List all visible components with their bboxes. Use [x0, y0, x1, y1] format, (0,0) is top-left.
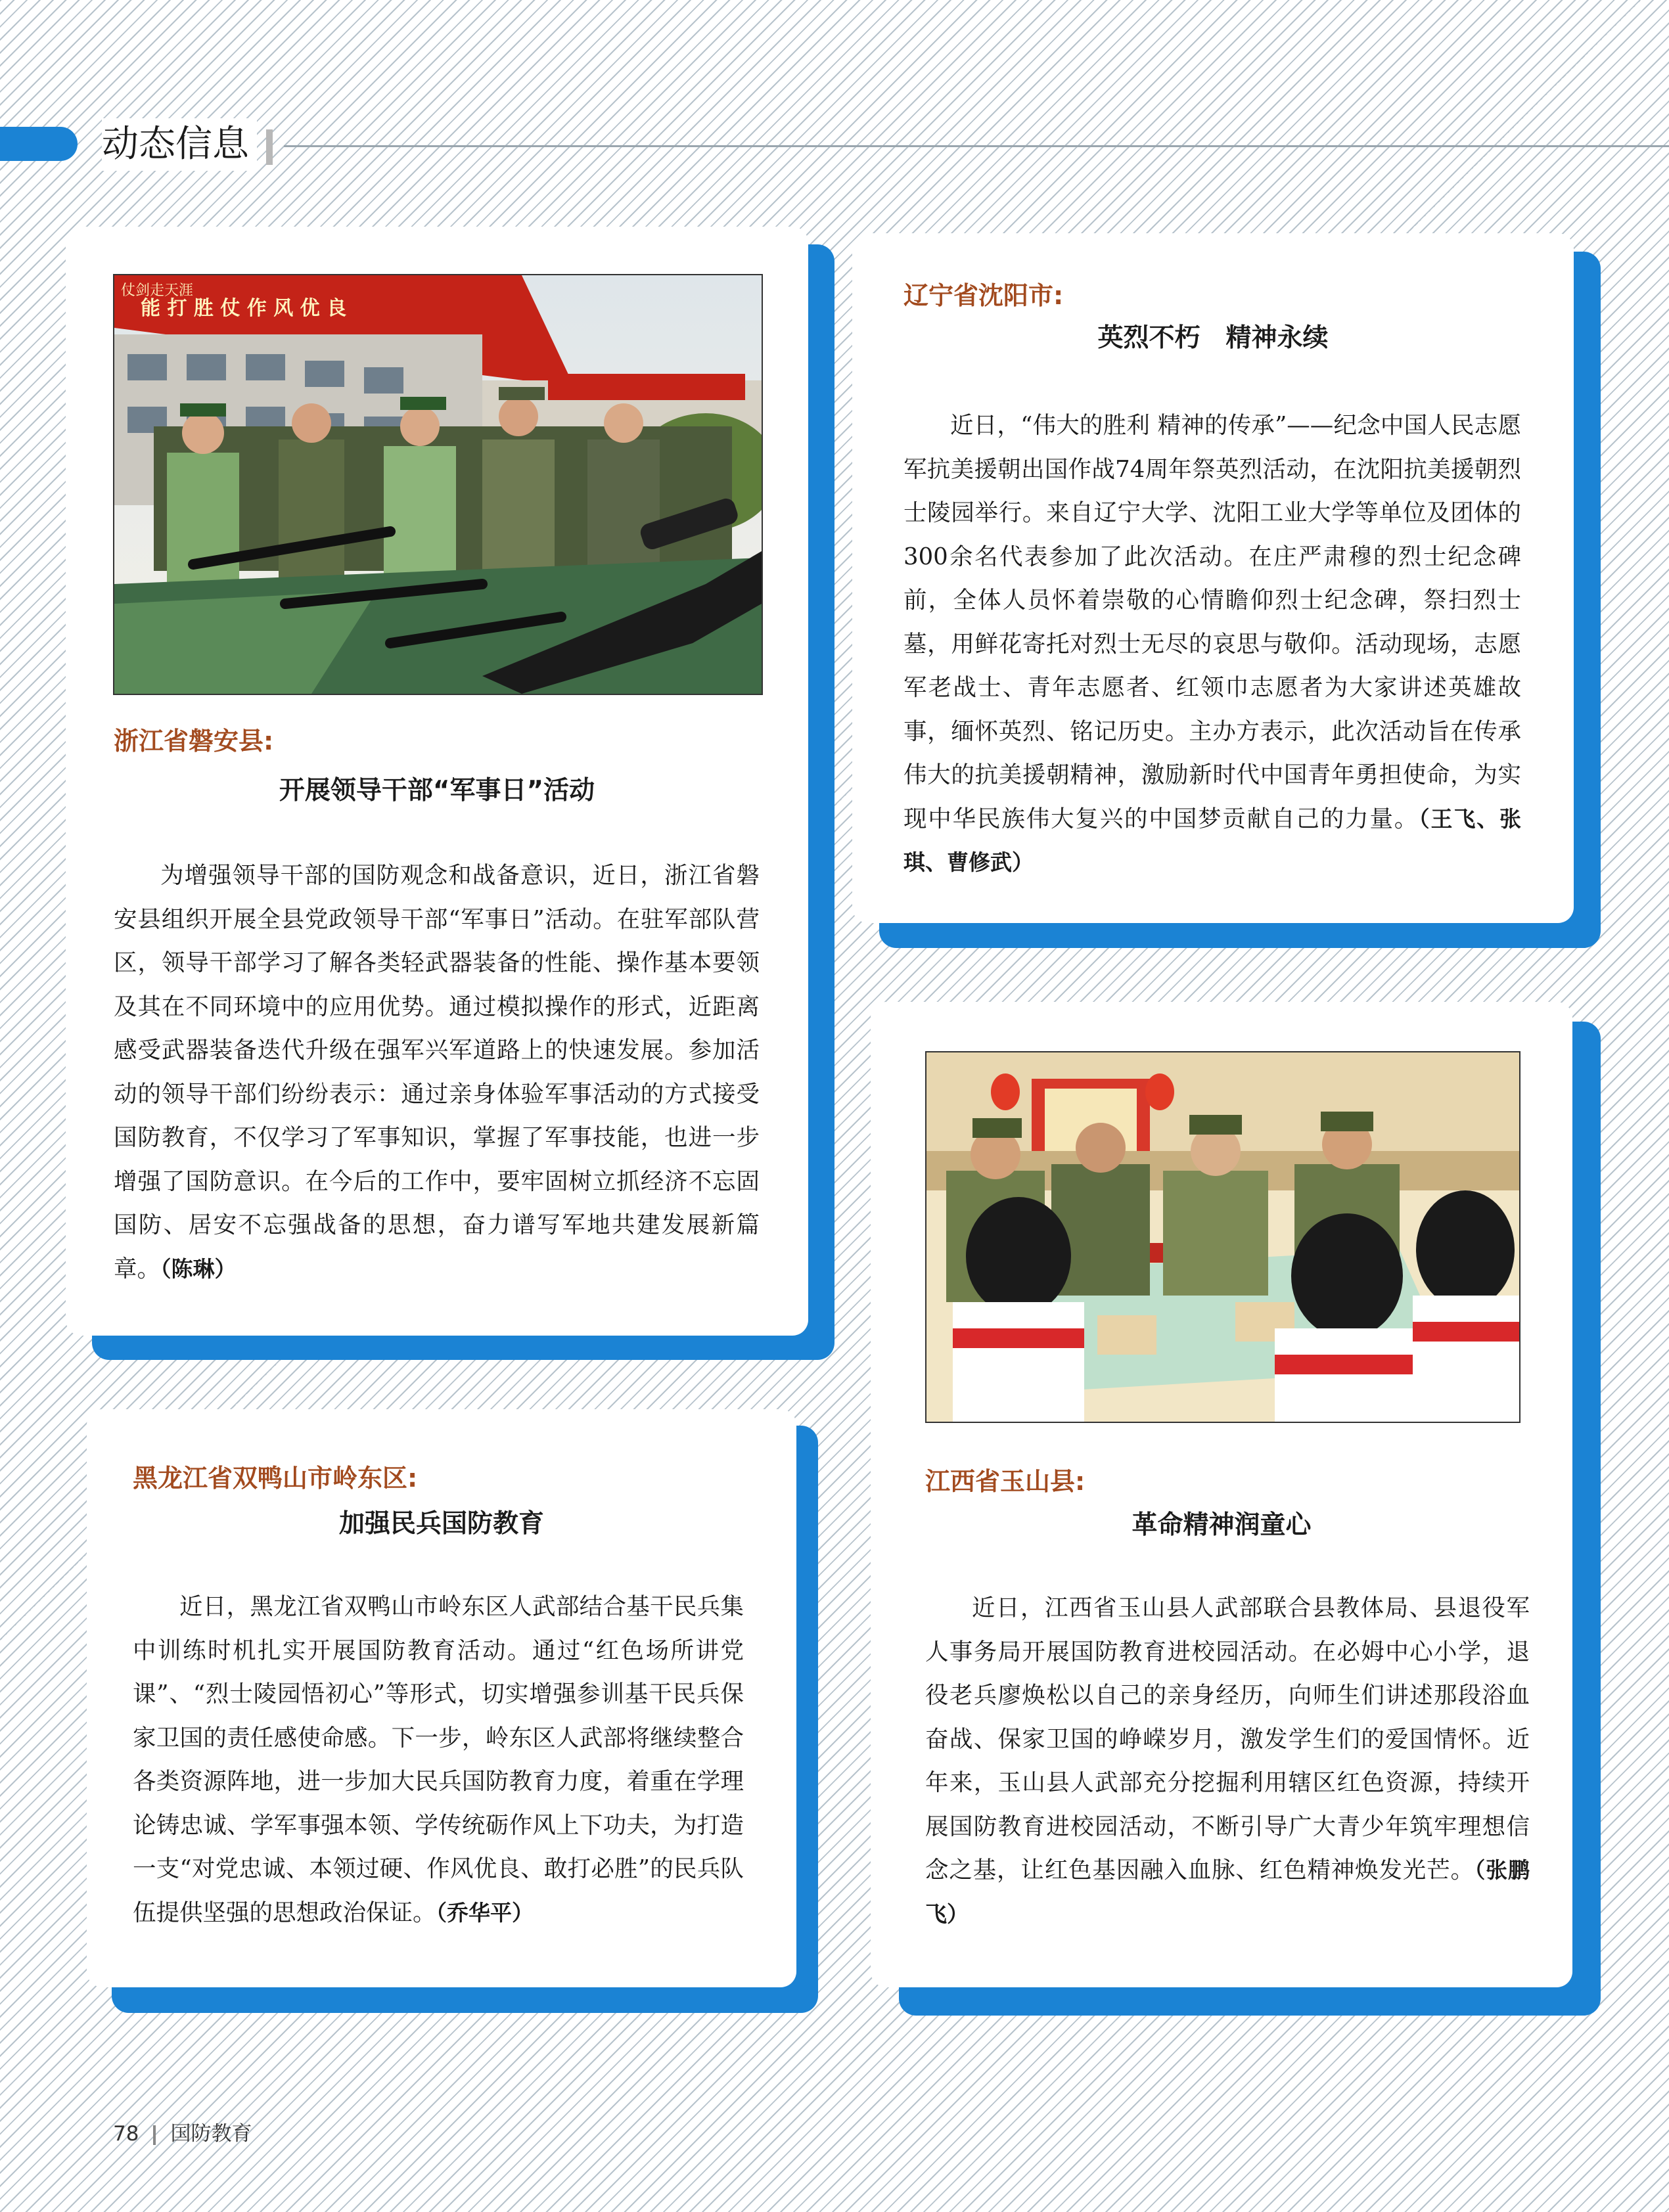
article-headline: 革命精神润童心 — [1132, 1510, 1312, 1540]
header-rule — [284, 145, 1669, 147]
article-body: 近日，黑龙江省双鸭山市岭东区人武部结合基干民兵集中训练时机扎实开展国防教育活动。通过“红色场所讲党课”、“烈士陵园悟初心”等形式，切实增强参训基干民兵保家卫国的责任感使命感。下一步，岭东区人武部将继续整合各类资源阵地，进一步加大民兵国防教育力度，着重在学理论铸忠诚、学军事强本领、学传统砺作风上下功夫，为打造一支“对党忠诚、本领过硬、作风优良、敢打必胜”的民兵队伍提供坚强的思想政治保证。（乔华平） — [133, 1593, 744, 1926]
article-region: 浙江省磐安县: — [114, 727, 274, 756]
page-number: 78 — [113, 2122, 139, 2146]
header-accent-bar — [0, 127, 78, 161]
article-headline: 加强民兵国防教育 — [338, 1509, 544, 1539]
banner-slogan-left: 仗剑走天涯 — [121, 282, 194, 299]
article-photo-veteran-students — [925, 1051, 1520, 1423]
article-region: 辽宁省沈阳市: — [903, 281, 1064, 310]
article-card-liaoning — [852, 233, 1574, 923]
article-body: 为增强领导干部的国防观念和战备意识，近日，浙江省磐安县组织开展全县党政领导干部“军事日”活动。在驻军部队营区，领导干部学习了解各类轻武器装备的性能、操作基本要领及其在不同环境中的应用优势。通过模拟操作的形式，近距离感受武器装备迭代升级在强军兴军道路上的快速发展。参加活动的领导干部们纷纷表示：通过亲身体验军事活动的方式接受国防教育，不仅学习了军事知识，掌握了军事技能，也进一步增强了国防意识。在今后的工作中，要牢固树立抓经济不忘固国防、居安不忘强战备的思想，奋力谱写军地共建发展新篇章。（陈琳） — [114, 862, 760, 1282]
article-author: （陈琳） — [160, 1255, 237, 1282]
section-title: 动态信息 — [102, 118, 257, 171]
banner-slogan: 能 打 胜 仗 作 风 优 良 — [141, 297, 347, 320]
article-author: （王飞、张琪、曹修武） — [903, 805, 1521, 875]
article-author: （乔华平） — [436, 1899, 534, 1926]
article-photo-officers-weapons — [113, 274, 763, 695]
article-region: 江西省玉山县: — [925, 1467, 1086, 1496]
article-body: 近日，江西省玉山县人武部联合县教体局、县退役军人事务局开展国防教育进校园活动。在必姆中心小学，退役老兵廖焕松以自己的亲身经历，向师生们讲述那段浴血奋战、保家卫国的峥嵘岁月，激发学生们的爱国情怀。近年来，玉山县人武部充分挖掘利用辖区红色资源，持续开展国防教育进校园活动，不断引导广大青少年筑牢理想信念之基，让红色基因融入血脉、红色精神焕发光芒。（张鹏飞） — [925, 1594, 1530, 1927]
article-body: 近日，“伟大的胜利 精神的传承”——纪念中国人民志愿军抗美援朝出国作战74周年祭英烈活动，在沈阳抗美援朝烈士陵园举行。来自辽宁大学、沈阳工业大学等单位及团体的300余名代表参加了此次活动。在庄严肃穆的烈士纪念碑前，全体人员怀着崇敬的心情瞻仰烈士纪念碑，祭扫烈士墓，用鲜花寄托对烈士无尽的哀思与敬仰。活动现场，志愿军老战士、青年志愿者、红领巾志愿者为大家讲述英雄故事，缅怀英烈、铭记历史。主办方表示，此次活动旨在传承伟大的抗美援朝精神，激励新时代中国青年勇担使命，为实现中华民族伟大复兴的中国梦贡献自己的力量。（王飞、张琪、曹修武） — [903, 412, 1521, 875]
footer-separator — [153, 2125, 156, 2145]
article-card-jiangxi — [871, 1002, 1572, 1987]
page-footer — [113, 2119, 252, 2148]
article-headline: 英烈不朽 精神永续 — [1097, 323, 1329, 353]
article-card-heilongjiang — [87, 1409, 796, 1987]
article-card-zhejiang — [66, 227, 808, 1336]
article-headline: 开展领导干部“军事日”活动 — [279, 776, 595, 805]
section-header — [0, 122, 1669, 168]
magazine-name: 国防教育 — [170, 2122, 252, 2146]
header-divider — [266, 129, 273, 165]
article-author: （张鹏飞） — [925, 1857, 1530, 1927]
article-region: 黑龙江省双鸭山市岭东区: — [133, 1464, 418, 1493]
